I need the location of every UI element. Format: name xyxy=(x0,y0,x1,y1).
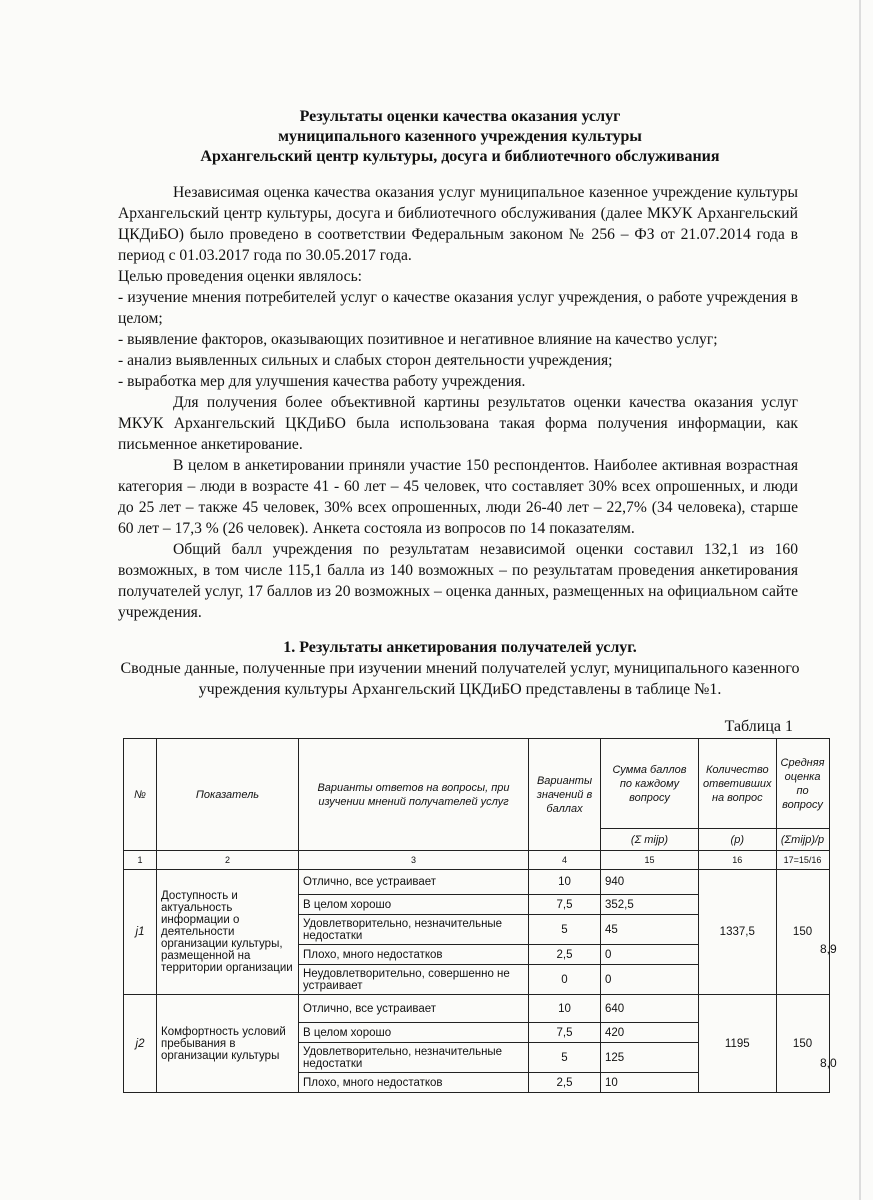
group-indicator: Комфортность условий пребывания в организации культуры xyxy=(157,995,299,1093)
sum-cell: 352,5 xyxy=(601,895,699,915)
title-line: Результаты оценки качества оказания услуг xyxy=(299,108,621,125)
table-header-row xyxy=(124,739,830,829)
title-line: Архангельский центр культуры, досуга и библиотечного обслуживания xyxy=(200,148,720,165)
sum-cell: 10 xyxy=(601,1073,699,1093)
column-number: 16 xyxy=(699,851,777,870)
page-edge xyxy=(859,0,861,1200)
group-indicator: Доступность и актуальность информации о деятельности организации культуры, размещенной на территории организации xyxy=(157,870,299,995)
document-title xyxy=(60,107,860,167)
column-number: 4 xyxy=(529,851,601,870)
group-count: 150 xyxy=(776,995,829,1093)
sum-cell: 0 xyxy=(601,945,699,965)
sum-cell: 420 xyxy=(601,1023,699,1043)
subheader-sum: (Σ mijp) xyxy=(601,829,699,851)
variant-cell: Удовлетворительно, незначительные недостатки xyxy=(299,1043,529,1073)
table-row xyxy=(124,870,830,895)
sum-cell: 0 xyxy=(601,965,699,995)
variant-cell: Неудовлетворительно, совершенно не устраивает xyxy=(299,965,529,995)
value-cell: 10 xyxy=(529,995,601,1023)
sum-cell: 640 xyxy=(601,995,699,1023)
group-total: 1195 xyxy=(699,995,777,1093)
sum-cell: 45 xyxy=(601,915,699,945)
section-1 xyxy=(100,637,820,700)
value-cell: 7,5 xyxy=(529,1023,601,1043)
variant-cell: Отлично, все устраивает xyxy=(299,870,529,895)
column-number: 3 xyxy=(299,851,529,870)
group-avg: 8,9 xyxy=(820,942,837,956)
header-no: № xyxy=(124,739,157,851)
section-heading: 1. Результаты анкетирования получателей услуг. xyxy=(283,639,637,656)
bullet-item: - выработка мер для улучшения качества работу учреждения. xyxy=(118,373,526,390)
table-row xyxy=(124,995,830,1023)
column-number: 17=15/16 xyxy=(776,851,829,870)
value-cell: 7,5 xyxy=(529,895,601,915)
sum-cell: 125 xyxy=(601,1043,699,1073)
numbering-row xyxy=(124,851,830,870)
value-cell: 10 xyxy=(529,870,601,895)
group-id: j1 xyxy=(124,870,157,995)
header-count: Количество ответивших на вопрос xyxy=(699,739,777,829)
section-text: Сводные данные, полученные при изучении мнений получателей услуг, муниципального казенного учреждения культуры Архангельский ЦКДиБО представлены в таблице №1. xyxy=(120,660,800,698)
column-number: 1 xyxy=(124,851,157,870)
bullet-item: - выявление факторов, оказывающих позитивное и негативное влияние на качество услуг; xyxy=(118,331,718,348)
sum-cell: 940 xyxy=(601,870,699,895)
paragraph: Общий балл учреждения по результатам независимой оценки составил 132,1 из 160 возможных, в том числе 115,1 балла из 140 возможных – по результатам проведения анкетирования получателей услуг, 17 баллов из 20 возможных – оценка данных, размещенных на официальном сайте учреждения. xyxy=(118,541,798,621)
group-avg: 8,0 xyxy=(820,1056,837,1070)
group-total: 1337,5 xyxy=(699,870,777,995)
header-indicator: Показатель xyxy=(157,739,299,851)
variant-cell: Удовлетворительно, незначительные недостатки xyxy=(299,915,529,945)
bullet-item: - изучение мнения потребителей услуг о качестве оказания услуг учреждения, о работе учреждения в целом; xyxy=(118,289,798,327)
body-text xyxy=(118,182,798,623)
results-table xyxy=(123,738,830,1093)
subheader-avg: (Σmijp)/p xyxy=(776,829,829,851)
header-sum: Сумма баллов по каждому вопросу xyxy=(601,739,699,829)
variant-cell: Отлично, все устраивает xyxy=(299,995,529,1023)
column-number: 2 xyxy=(157,851,299,870)
paragraph: Для получения более объективной картины результатов оценки качества оказания услуг МКУК Архангельский ЦКДиБО была использована такая форма получения информации, как письменное анкетирование. xyxy=(118,394,798,453)
paragraph: В целом в анкетировании приняли участие 150 респондентов. Наиболее активная возрастная категория – люди в возрасте 41 - 60 лет – 45 человек, что составляет 30% всех опрошенных, и люди до 25 лет – также 45 человек, 30% всех опрошенных, люди 26-40 лет – 22,7% (34 человека), старше 60 лет – 17,3 % (26 человек). Анкета состояла из вопросов по 14 показателям. xyxy=(118,457,798,537)
subheader-count: (p) xyxy=(699,829,777,851)
title-line: муниципального казенного учреждения культуры xyxy=(278,128,642,145)
bullet-item: - анализ выявленных сильных и слабых сторон деятельности учреждения; xyxy=(118,352,613,369)
value-cell: 0 xyxy=(529,965,601,995)
header-avg: Средняя оценка по вопросу xyxy=(776,739,829,829)
group-count: 150 xyxy=(776,870,829,995)
column-number: 15 xyxy=(601,851,699,870)
value-cell: 5 xyxy=(529,1043,601,1073)
header-values: Варианты значений в баллах xyxy=(529,739,601,851)
variant-cell: Плохо, много недостатков xyxy=(299,1073,529,1093)
value-cell: 5 xyxy=(529,915,601,945)
variant-cell: В целом хорошо xyxy=(299,1023,529,1043)
paragraph: Целью проведения оценки являлось: xyxy=(118,268,363,285)
value-cell: 2,5 xyxy=(529,945,601,965)
variant-cell: В целом хорошо xyxy=(299,895,529,915)
paragraph: Независимая оценка качества оказания услуг муниципальное казенное учреждение культуры Архангельский центр культуры, досуга и библиотечного обслуживания (далее МКУК Архангельский ЦКДиБО) было проведено в соответствии Федеральным законом № 256 – ФЗ от 21.07.2014 года в период с 01.03.2017 года по 30.05.2017 года. xyxy=(118,184,798,264)
variant-cell: Плохо, много недостатков xyxy=(299,945,529,965)
table-caption: Таблица 1 xyxy=(724,718,793,735)
value-cell: 2,5 xyxy=(529,1073,601,1093)
header-variants: Варианты ответов на вопросы, при изучении мнений получателей услуг xyxy=(299,739,529,851)
group-id: j2 xyxy=(124,995,157,1093)
